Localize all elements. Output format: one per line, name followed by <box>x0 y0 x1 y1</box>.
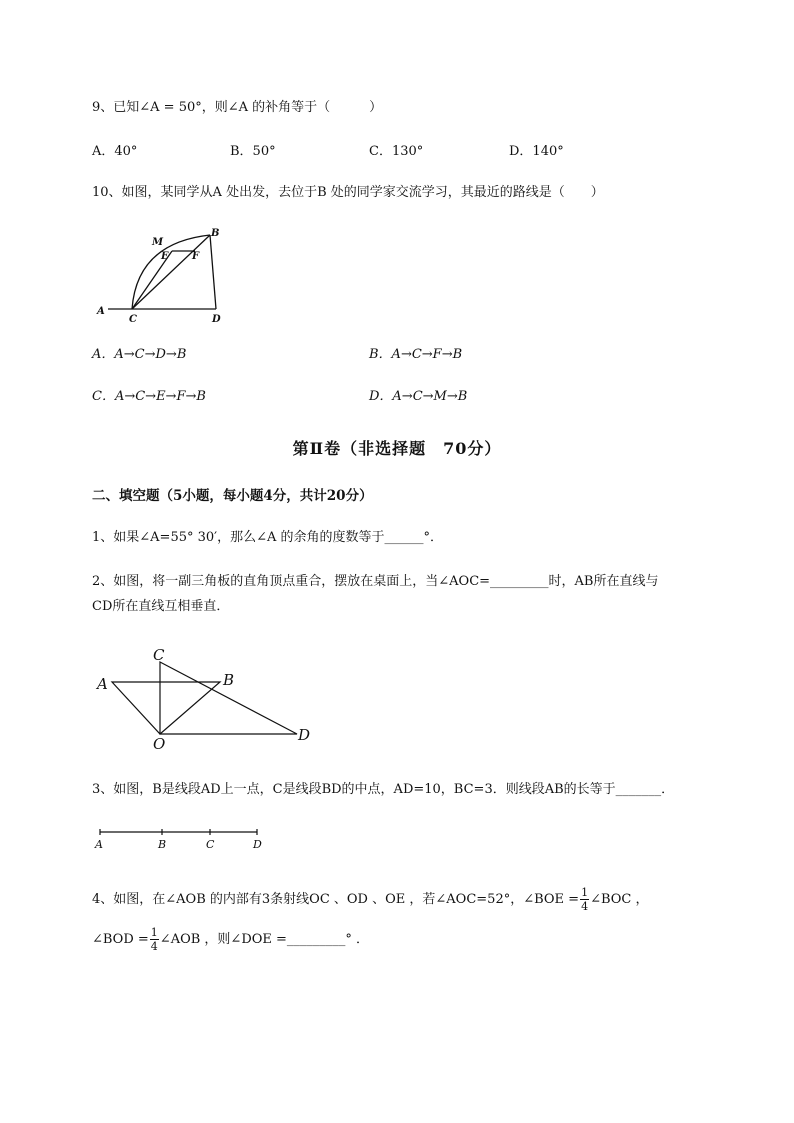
frac-num: 1 <box>150 926 158 939</box>
frac-den: 4 <box>150 940 158 953</box>
label-d: D <box>212 314 221 325</box>
f4-line1 <box>92 886 649 913</box>
label-o: O <box>153 735 166 752</box>
f4-fraction-1 <box>580 886 589 913</box>
frac-num: 1 <box>581 886 589 899</box>
f4-line2-b: ∠AOB ，则∠DOE =_________° ． <box>159 932 370 947</box>
q9-option-b: B．50° <box>230 144 276 159</box>
q9-option-c: C．130° <box>369 144 424 159</box>
label-a: A <box>97 675 108 693</box>
label-a: A <box>97 306 105 317</box>
q9-text: 9、已知∠A = 50°，则∠A 的补角等于（ ） <box>92 100 383 115</box>
q10-option-c: C．A→C→E→F→B <box>92 389 206 404</box>
q10-option-d: D．A→C→M→B <box>369 389 468 404</box>
label-b: B <box>158 838 167 851</box>
label-c: C <box>129 314 137 325</box>
section-title: 第Ⅱ卷（非选择题 70分） <box>292 439 502 458</box>
label-e: E <box>161 251 169 262</box>
f2-figure <box>92 642 322 752</box>
f2-line2: CD所在直线互相垂直． <box>92 599 230 614</box>
label-a: A <box>95 838 103 851</box>
f1-text: 1、如果∠A=55° 30′，那么∠A 的余角的度数等于______°． <box>92 530 444 545</box>
q9-option-d: D．140° <box>509 144 564 159</box>
label-d: D <box>253 838 262 851</box>
triangle-abo <box>112 682 220 734</box>
q10-option-b: B．A→C→F→B <box>369 347 463 362</box>
q9-option-a: A．40° <box>92 144 138 159</box>
f4-line1-a: 4、如图，在∠AOB 的内部有3条射线OC 、OD 、OE ，若∠AOC=52°，∠BOE = <box>92 892 580 907</box>
label-f: F <box>192 251 200 262</box>
q10-text: 10、如图，某同学从A 处出发，去位于B 处的同学家交流学习，其最近的路线是（ ） <box>92 185 604 200</box>
f2-line1: 2、如图，将一副三角板的直角顶点重合，摆放在桌面上，当∠AOC=_________时，AB所在直线与 <box>92 574 659 589</box>
f3-text: 3、如图，B是线段AD上一点，C是线段BD的中点，AD=10，BC=3．则线段AB的长等于_______． <box>92 782 675 797</box>
q10-figure <box>92 225 232 325</box>
f4-line2 <box>92 926 369 953</box>
label-m: M <box>152 237 164 248</box>
label-b: B <box>211 228 220 239</box>
label-c: C <box>206 838 215 851</box>
section-heading: 二、填空题（5小题，每小题4分，共计20分） <box>92 488 373 504</box>
f3-figure <box>92 822 272 852</box>
f4-fraction-2 <box>150 926 159 953</box>
label-b: B <box>223 671 235 689</box>
q10-option-a: A．A→C→D→B <box>92 347 187 362</box>
label-c: C <box>153 646 165 664</box>
f4-line2-a: ∠BOD = <box>92 932 149 947</box>
f4-line1-b: ∠BOC ， <box>590 892 649 907</box>
label-d: D <box>298 726 311 744</box>
frac-den: 4 <box>581 900 589 913</box>
line-bd <box>210 235 216 309</box>
